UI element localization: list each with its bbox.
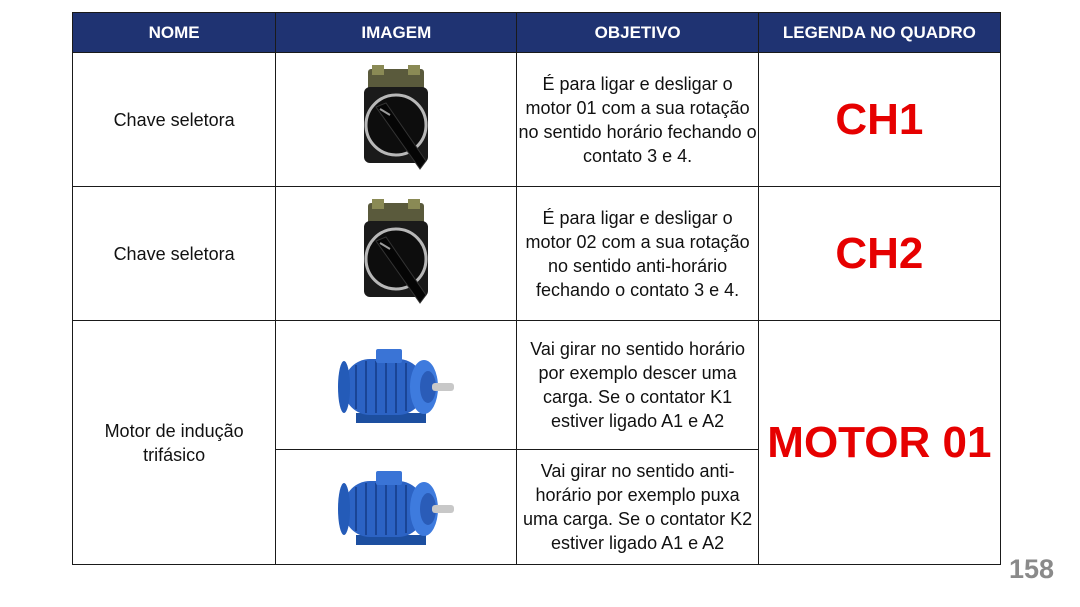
- row-legenda: [758, 53, 1000, 187]
- selector-switch-icon: [346, 199, 446, 309]
- table-row: [73, 187, 1001, 321]
- table-row: [73, 321, 1001, 450]
- row-nome: Chave seletora: [73, 187, 276, 321]
- row-legenda: [758, 187, 1000, 321]
- row-objetivo: Vai girar no sentido horário por exemplo descer uma carga. Se o contator K1 estiver ligado A1 e A2: [517, 321, 758, 450]
- row-legenda: [758, 321, 1000, 565]
- row-imagem: [276, 187, 517, 321]
- row-imagem: [276, 53, 517, 187]
- induction-motor-icon: [326, 457, 466, 557]
- row-objetivo: É para ligar e desligar o motor 01 com a sua rotação no sentido horário fechando o contato 3 e 4.: [517, 53, 758, 187]
- header-nome: NOME: [73, 13, 276, 53]
- row-nome: Motor de indução trifásico: [73, 321, 276, 565]
- components-table: [72, 12, 1001, 565]
- row-objetivo: Vai girar no sentido anti-horário por exemplo puxa uma carga. Se o contator K2 estiver ligado A1 e A2: [517, 450, 758, 565]
- row-imagem: [276, 450, 517, 565]
- page-number: 158: [1008, 554, 1054, 584]
- header-objetivo: OBJETIVO: [517, 13, 758, 53]
- selector-switch-icon: [346, 65, 446, 175]
- header-imagem: IMAGEM: [276, 13, 517, 53]
- induction-motor-icon: [326, 335, 466, 435]
- row-nome: Chave seletora: [73, 53, 276, 187]
- row-imagem: [276, 321, 517, 450]
- table-row: [73, 53, 1001, 187]
- legend-label: MOTOR 01: [767, 417, 992, 467]
- table-header-row: [73, 13, 1001, 53]
- row-objetivo: É para ligar e desligar o motor 02 com a sua rotação no sentido anti-horário fechando o contato 3 e 4.: [517, 187, 758, 321]
- legend-label: CH1: [835, 94, 924, 144]
- legend-label: CH2: [835, 228, 924, 278]
- header-legenda: LEGENDA NO QUADRO: [758, 13, 1000, 53]
